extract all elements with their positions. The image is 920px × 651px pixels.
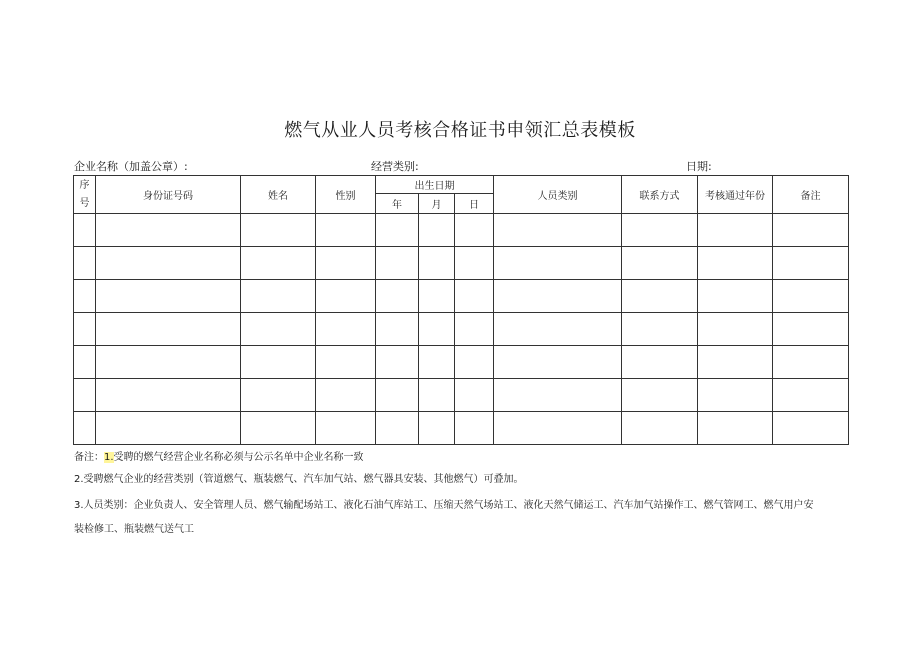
table-cell	[376, 313, 419, 346]
table-cell	[773, 214, 849, 247]
table-cell	[241, 412, 316, 445]
header-seq	[74, 176, 96, 214]
table-cell	[622, 412, 698, 445]
table-cell	[419, 412, 455, 445]
table-cell	[96, 379, 241, 412]
notes-label: 备注：	[74, 452, 104, 463]
table-cell	[74, 313, 96, 346]
note-1-text: 受聘的燃气经营企业名称必须与公示名单中企业名称一致	[113, 452, 364, 463]
table-cell	[74, 412, 96, 445]
table-cell	[622, 346, 698, 379]
table-cell	[698, 280, 773, 313]
note-3: 3.人员类别：企业负责人、安全管理人员、燃气输配场站工、液化石油气库站工、压缩天然气场站工、液化天然气储运工、汽车加气站操作工、燃气管网工、燃气用户安装检修工、瓶装燃气送气工	[74, 500, 814, 535]
table-cell	[96, 280, 241, 313]
table-cell	[622, 280, 698, 313]
table-cell	[698, 346, 773, 379]
table-cell	[316, 247, 376, 280]
table-cell	[773, 280, 849, 313]
table-cell	[455, 313, 494, 346]
table-cell	[74, 280, 96, 313]
table-cell	[494, 346, 622, 379]
table-cell	[241, 247, 316, 280]
table-cell	[494, 313, 622, 346]
table-cell	[96, 247, 241, 280]
table-cell	[455, 247, 494, 280]
table-cell	[455, 280, 494, 313]
table-cell	[376, 346, 419, 379]
table-cell	[419, 280, 455, 313]
table-cell	[622, 313, 698, 346]
table-row	[74, 280, 849, 313]
table-cell	[773, 346, 849, 379]
table-cell	[74, 379, 96, 412]
table-cell	[74, 346, 96, 379]
table-cell	[316, 313, 376, 346]
table-row	[74, 214, 849, 247]
header-day: 日	[455, 194, 494, 214]
table-cell	[241, 214, 316, 247]
table-cell	[455, 412, 494, 445]
header-gender: 性别	[316, 176, 376, 214]
table-cell	[455, 379, 494, 412]
table-cell	[419, 346, 455, 379]
table-cell	[316, 346, 376, 379]
table-row	[74, 379, 849, 412]
table-cell	[376, 412, 419, 445]
table-cell	[316, 214, 376, 247]
table-cell	[96, 214, 241, 247]
table-row	[74, 247, 849, 280]
header-seq-char-1: 序	[79, 179, 90, 191]
header-pass-year: 考核通过年份	[698, 176, 773, 214]
table-cell	[698, 313, 773, 346]
note-2: 2.受聘燃气企业的经营类别（管道燃气、瓶装燃气、汽车加气站、燃气器具安装、其他燃气）可叠加。	[74, 474, 524, 485]
table-cell	[74, 247, 96, 280]
header-name: 姓名	[241, 176, 316, 214]
table-cell	[455, 214, 494, 247]
certificate-summary-table	[73, 175, 849, 445]
header-contact: 联系方式	[622, 176, 698, 214]
date-label: 日期:	[686, 160, 712, 173]
table-cell	[494, 247, 622, 280]
table-cell	[316, 379, 376, 412]
header-id-number: 身份证号码	[96, 176, 241, 214]
table-cell	[419, 313, 455, 346]
table-cell	[96, 346, 241, 379]
header-month: 月	[419, 194, 455, 214]
table-cell	[74, 214, 96, 247]
table-cell	[494, 214, 622, 247]
table-cell	[96, 313, 241, 346]
table-cell	[376, 280, 419, 313]
table-cell	[241, 346, 316, 379]
table-cell	[698, 247, 773, 280]
table-cell	[96, 412, 241, 445]
table-cell	[241, 379, 316, 412]
note-1	[74, 451, 834, 465]
table-cell	[773, 379, 849, 412]
table-cell	[698, 379, 773, 412]
table-cell	[419, 379, 455, 412]
document-title: 燃气从业人员考核合格证书申领汇总表模板	[284, 120, 636, 141]
table-row	[74, 313, 849, 346]
header-personnel-type: 人员类别	[494, 176, 622, 214]
table-cell	[241, 313, 316, 346]
table-cell	[494, 412, 622, 445]
table-row	[74, 346, 849, 379]
table-cell	[773, 412, 849, 445]
table-cell	[376, 247, 419, 280]
table-row	[74, 412, 849, 445]
table-cell	[316, 280, 376, 313]
table-cell	[698, 214, 773, 247]
table-cell	[622, 247, 698, 280]
table-cell	[376, 214, 419, 247]
table-cell	[773, 247, 849, 280]
table-cell	[455, 346, 494, 379]
table-cell	[494, 379, 622, 412]
table-cell	[316, 412, 376, 445]
table-cell	[622, 214, 698, 247]
table-cell	[494, 280, 622, 313]
header-year: 年	[376, 194, 419, 214]
table-cell	[241, 280, 316, 313]
note-1-number: 1.	[104, 452, 114, 463]
header-remarks: 备注	[773, 176, 849, 214]
company-name-label: 企业名称（加盖公章）:	[74, 160, 188, 173]
business-type-label: 经营类别:	[371, 160, 419, 173]
table-cell	[419, 247, 455, 280]
header-birth-date: 出生日期	[376, 176, 494, 194]
table-body	[74, 214, 849, 445]
header-seq-char-2: 号	[79, 197, 90, 209]
table-cell	[773, 313, 849, 346]
table-cell	[376, 379, 419, 412]
table-cell	[622, 379, 698, 412]
table-cell	[419, 214, 455, 247]
table-cell	[698, 412, 773, 445]
